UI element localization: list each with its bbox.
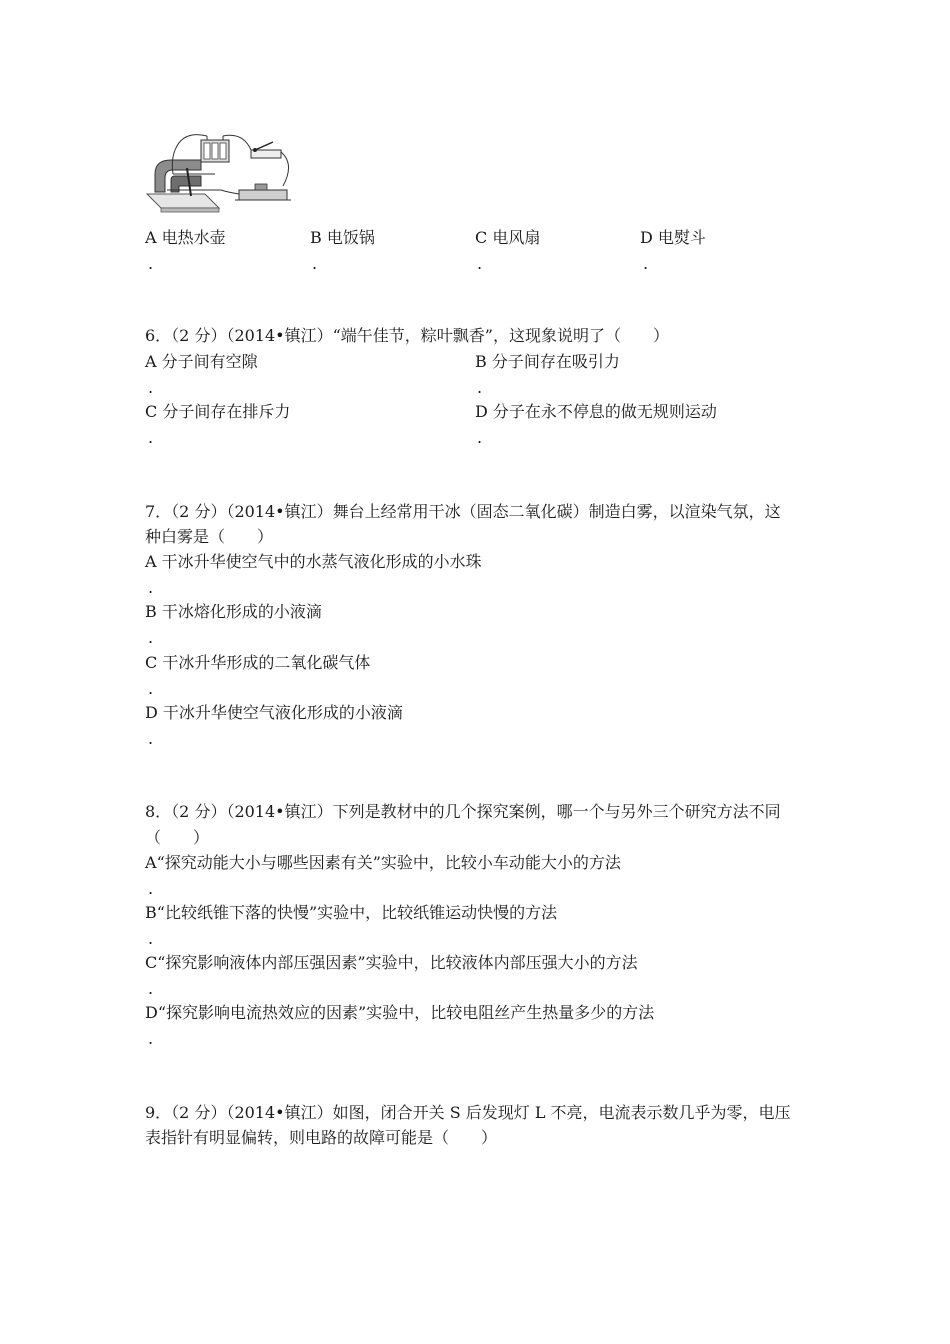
- q7-stem-line2: 种白雾是（ ）: [145, 527, 274, 546]
- q5-apparatus-figure: [143, 130, 295, 214]
- q8-option-b: B“比较纸锥下落的快慢”实验中，比较纸锥运动快慢的方法: [145, 903, 558, 922]
- q6-stem: 6．（2 分）（2014•镇江）“端午佳节，粽叶飘香”，这现象说明了（ ）: [145, 326, 669, 345]
- q6-option-c-dot: .: [148, 428, 154, 447]
- q7-option-a-dot: .: [148, 578, 154, 597]
- q7-option-b: B 干冰熔化形成的小液滴: [145, 602, 322, 621]
- q6-option-d-dot: .: [477, 428, 483, 447]
- q6-option-b-dot: .: [477, 378, 483, 397]
- q6-option-b: B 分子间存在吸引力: [475, 352, 620, 371]
- q5-option-d: D 电熨斗: [640, 228, 706, 247]
- q8-option-c-dot: .: [148, 979, 154, 998]
- q6-option-c: C 分子间存在排斥力: [145, 402, 291, 421]
- q7-option-c-dot: .: [148, 679, 154, 698]
- q7-option-b-dot: .: [148, 628, 154, 647]
- q7-stem-line1: 7．（2 分）（2014•镇江）舞台上经常用干冰（固态二氧化碳）制造白雾，以渲染气氛，这: [145, 502, 781, 521]
- q8-option-a: A“探究动能大小与哪些因素有关”实验中，比较小车动能大小的方法: [145, 853, 621, 872]
- q8-option-b-dot: .: [148, 929, 154, 948]
- q5-option-a-dot: .: [148, 254, 154, 273]
- q7-option-c: C 干冰升华形成的二氧化碳气体: [145, 653, 371, 672]
- q9-stem-line1: 9．（2 分）（2014•镇江）如图，闭合开关 S 后发现灯 L 不亮，电流表示数几乎为零，电压: [145, 1103, 791, 1122]
- q5-option-b: B 电饭锅: [310, 228, 375, 247]
- q9-stem-line2: 表指针有明显偏转，则电路的故障可能是（ ）: [145, 1128, 498, 1147]
- q6-option-d: D 分子在永不停息的做无规则运动: [475, 402, 717, 421]
- q8-stem-line1: 8．（2 分）（2014•镇江）下列是教材中的几个探究案例，哪一个与另外三个研究方法不同: [145, 802, 781, 821]
- q8-stem-line2: （ ）: [145, 828, 210, 847]
- q6-option-a: A 分子间有空隙: [145, 352, 258, 371]
- q5-option-c: C 电风扇: [475, 228, 541, 247]
- q5-option-a: A 电热水壶: [145, 228, 226, 247]
- q8-option-d-dot: .: [148, 1029, 154, 1048]
- q8-option-d: D“探究影响电流热效应的因素”实验中，比较电阻丝产生热量多少的方法: [145, 1003, 655, 1022]
- q7-option-a: A 干冰升华使空气中的水蒸气液化形成的小水珠: [145, 552, 482, 571]
- q5-option-d-dot: .: [643, 254, 649, 273]
- q8-option-c: C“探究影响液体内部压强因素”实验中，比较液体内部压强大小的方法: [145, 953, 638, 972]
- q7-option-d-dot: .: [148, 729, 154, 748]
- q8-option-a-dot: .: [148, 879, 154, 898]
- q5-option-c-dot: .: [477, 254, 483, 273]
- q5-option-b-dot: .: [312, 254, 318, 273]
- q7-option-d: D 干冰升华使空气液化形成的小液滴: [145, 703, 403, 722]
- q6-option-a-dot: .: [148, 378, 154, 397]
